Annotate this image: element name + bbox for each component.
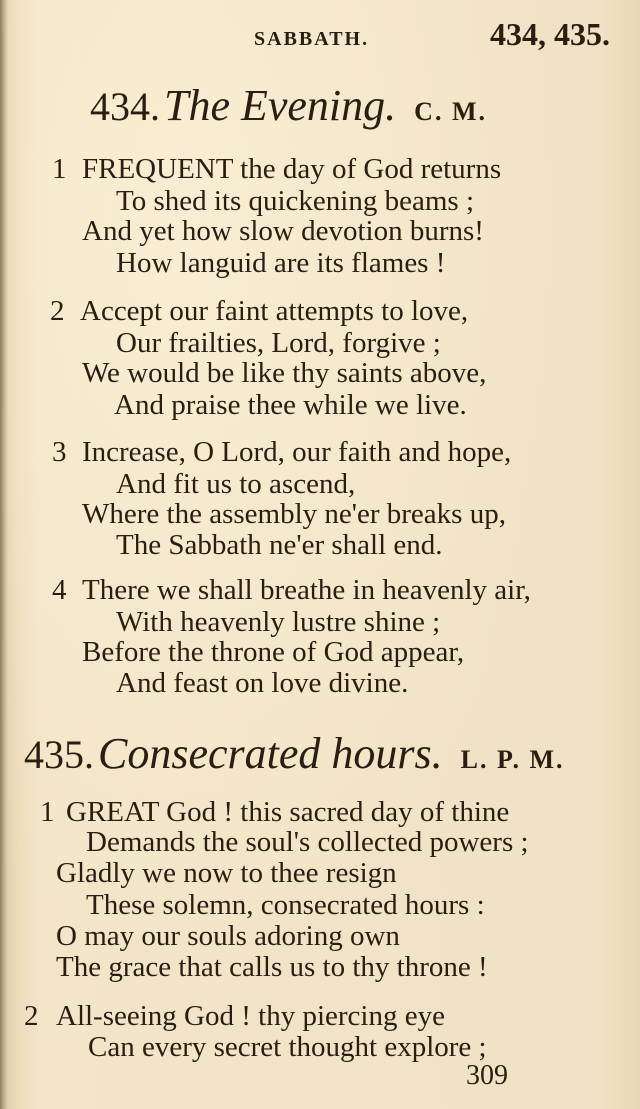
verse-number: 1 — [52, 153, 67, 185]
hymn-meter: L. P. M. — [460, 745, 565, 774]
hymn-435-title — [24, 728, 565, 779]
verse-line: We would be like thy saints above, — [82, 357, 487, 389]
verse-line: These solemn, consecrated hours : — [86, 889, 485, 921]
verse-line: 1 GREAT God ! this sacred day of thine — [40, 796, 510, 828]
verse-number: 2 — [24, 1000, 39, 1032]
hymn-number: 435. — [24, 732, 94, 777]
verse-line: And feast on love divine. — [116, 667, 409, 699]
page-hymn-range: 434, 435. — [490, 16, 610, 52]
verse-line: Can every secret thought explore ; — [88, 1031, 487, 1063]
hymn-meter: C. M. — [414, 97, 487, 126]
hymn-name: Consecrated hours. — [98, 729, 443, 778]
hymn-434-title — [90, 80, 487, 131]
verse-line: O may our souls adoring own — [56, 920, 400, 952]
page-binding-edge — [0, 0, 8, 1109]
hymn-name: The Evening. — [164, 81, 397, 130]
verse-line: 4 There we shall breathe in heavenly air, — [52, 574, 531, 606]
running-head: SABBATH. — [254, 28, 370, 50]
hymn-number: 434. — [90, 84, 160, 129]
verse-number: 2 — [50, 295, 65, 327]
verse-line: How languid are its flames ! — [116, 247, 446, 279]
verse-line: To shed its quickening beams ; — [116, 185, 474, 217]
verse-line: Before the throne of God appear, — [82, 636, 465, 668]
verse-line: And fit us to ascend, — [116, 468, 356, 500]
verse-line: 2 All-seeing God ! thy piercing eye — [24, 1000, 445, 1032]
verse-line: Where the assembly ne'er breaks up, — [82, 498, 506, 530]
verse-line: Demands the soul's collected powers ; — [86, 826, 529, 858]
verse-line: The grace that calls us to thy throne ! — [56, 951, 488, 983]
verse-line: 3 Increase, O Lord, our faith and hope, — [52, 436, 512, 468]
verse-number: 3 — [52, 436, 67, 468]
verse-line: Gladly we now to thee resign — [56, 857, 397, 889]
verse-line: And yet how slow devotion burns! — [82, 215, 484, 247]
verse-line: 1 FREQUENT the day of God returns — [52, 153, 502, 185]
page-number: 309 — [466, 1060, 508, 1091]
verse-number: 4 — [52, 574, 67, 606]
verse-line: 2 Accept our faint attempts to love, — [50, 295, 469, 327]
verse-line: With heavenly lustre shine ; — [116, 606, 441, 638]
verse-line: And praise thee while we live. — [114, 389, 467, 421]
verse-line: Our frailties, Lord, forgive ; — [116, 327, 441, 359]
verse-number: 1 — [40, 796, 55, 828]
verse-line: The Sabbath ne'er shall end. — [116, 529, 443, 561]
